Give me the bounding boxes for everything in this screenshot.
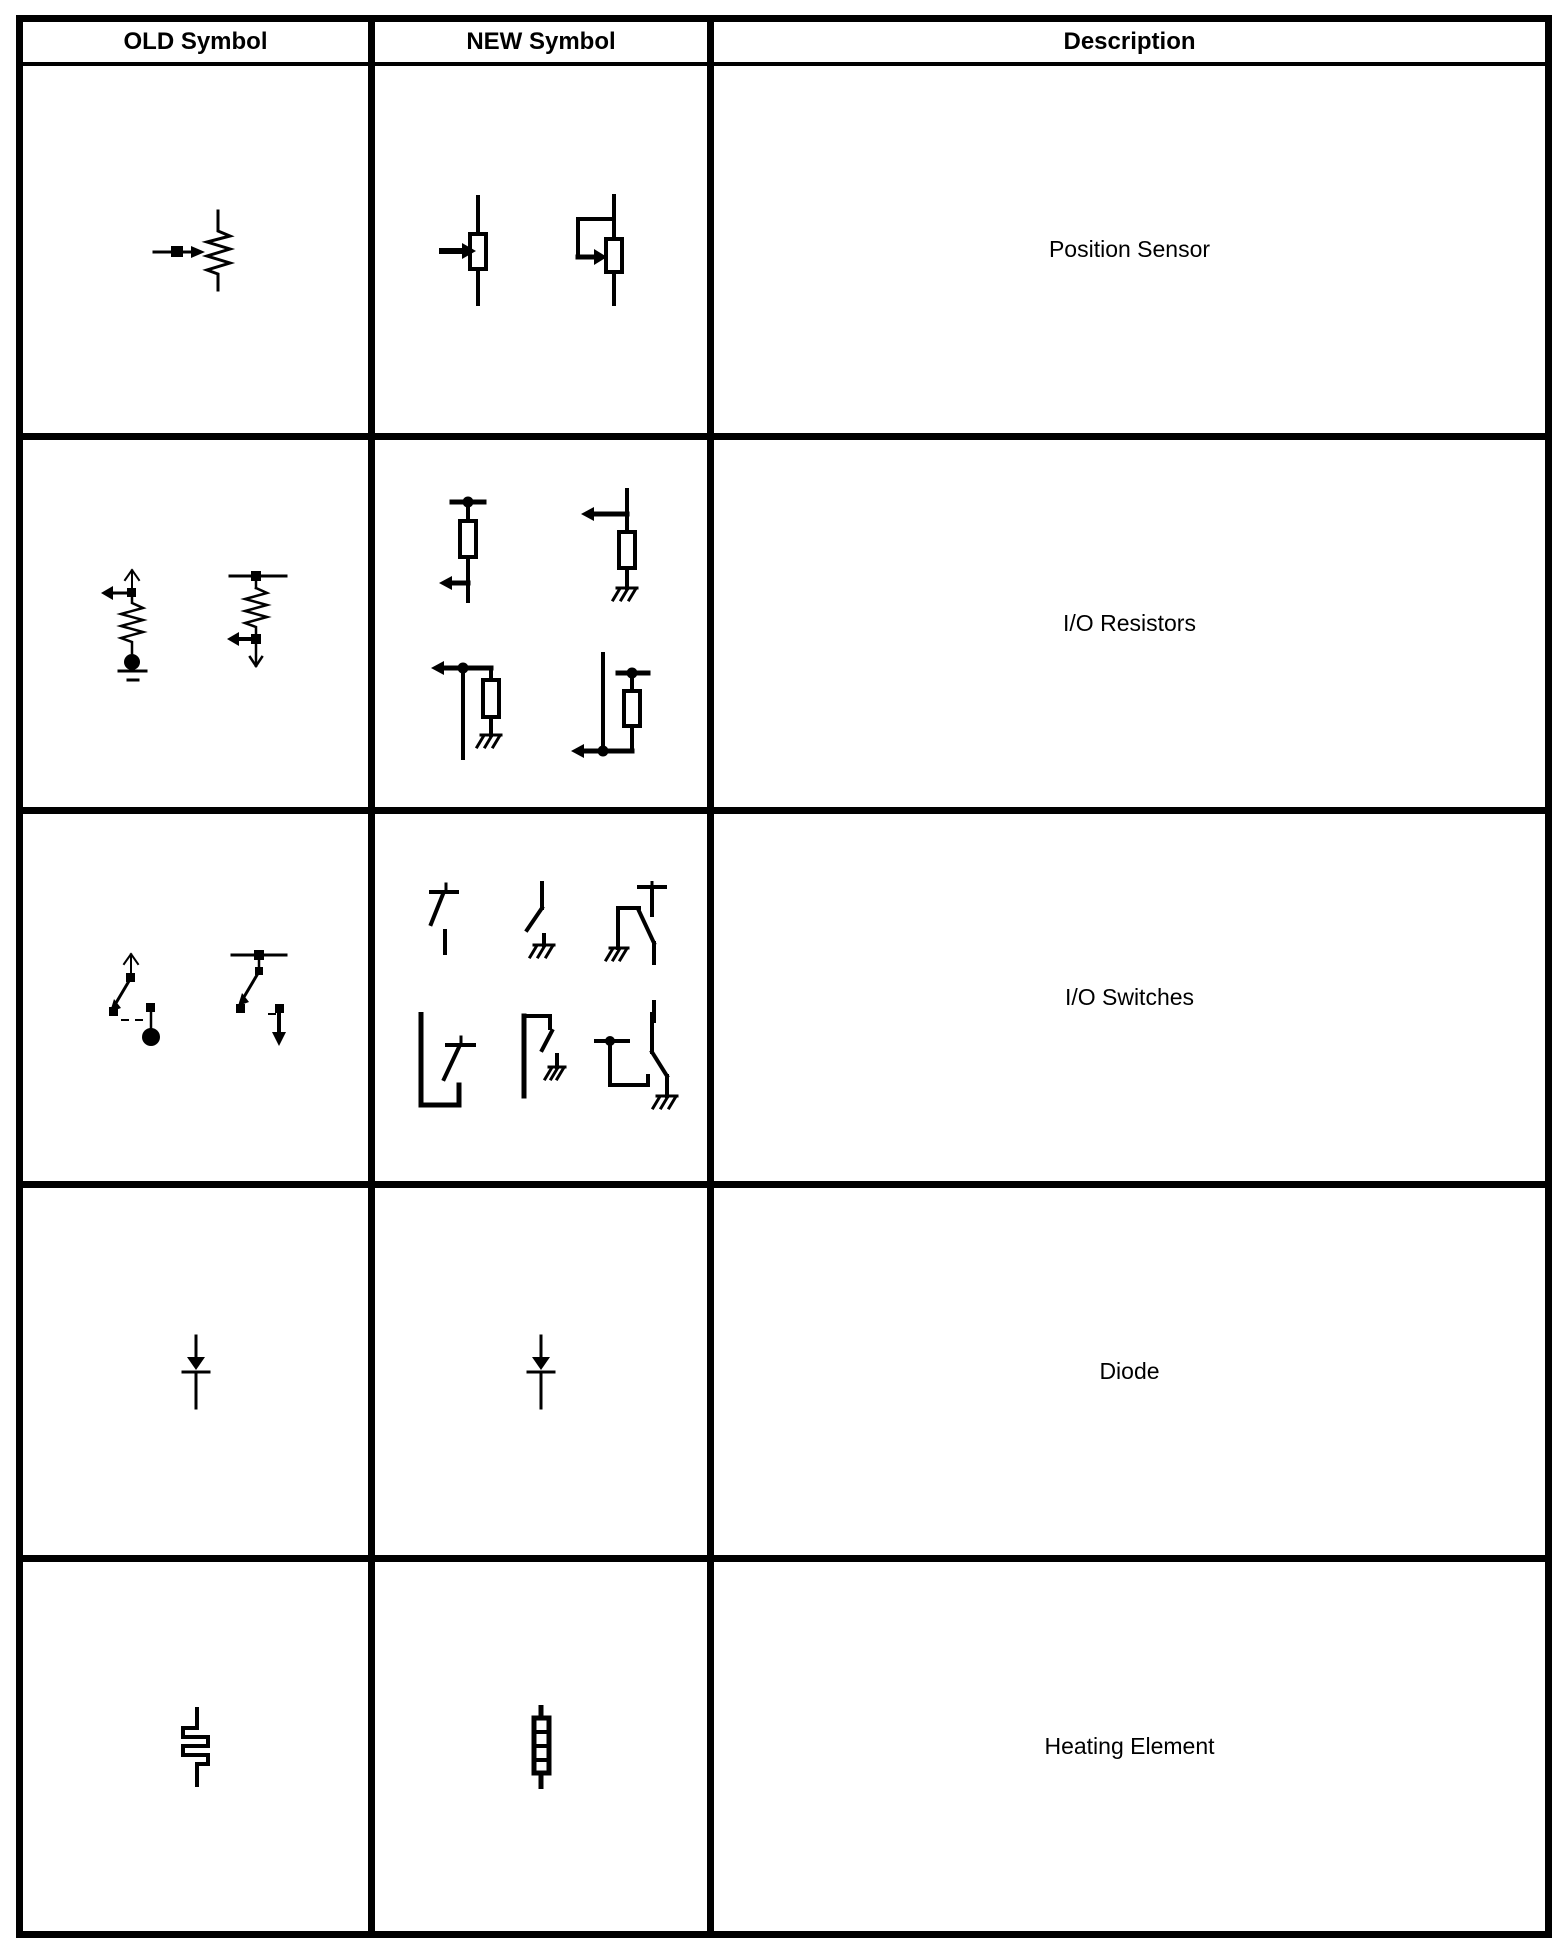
- new-position-sensor-symbol-2: [568, 194, 644, 306]
- row-diode-old-cell: [23, 1188, 375, 1562]
- old-io-resistor-symbol-1: [100, 563, 170, 685]
- header-old-symbol: OLD Symbol: [23, 22, 375, 66]
- symbol-table: [16, 15, 1552, 1938]
- new-io-resistor-symbol-4: [566, 651, 654, 759]
- description-io-switches: I/O Switches: [714, 814, 1545, 1188]
- new-heating-element-symbol: [524, 1705, 558, 1789]
- new-io-switch-symbol-2: [519, 881, 564, 963]
- old-io-switch-symbol-2: [229, 947, 291, 1049]
- old-heating-element-symbol: [179, 1707, 213, 1787]
- new-io-resistor-symbol-2: [577, 488, 643, 604]
- new-io-resistor-symbol-1: [438, 489, 498, 603]
- new-diode-symbol: [519, 1334, 563, 1410]
- description-position-sensor: Position Sensor: [714, 66, 1545, 440]
- old-io-resistor-symbol-2: [225, 569, 291, 679]
- new-io-resistor-symbol-3: [428, 650, 508, 760]
- row-heating-element-new-cell: [375, 1562, 714, 1931]
- row-heating-element-old-cell: [23, 1562, 375, 1931]
- new-io-switch-symbol-5: [515, 1012, 567, 1104]
- description-diode: Diode: [714, 1188, 1545, 1562]
- new-io-switch-symbol-3: [603, 881, 669, 1023]
- new-position-sensor-symbol-1: [438, 194, 498, 306]
- old-io-switch-symbol-1: [101, 948, 163, 1048]
- header-description: Description: [714, 22, 1545, 66]
- row-io-resistors-old-cell: [23, 440, 375, 814]
- row-position-sensor-old-cell: [23, 66, 375, 440]
- row-io-resistors-new-cell: [375, 440, 714, 814]
- row-io-switches-new-cell: [375, 814, 714, 1188]
- description-heating-element: Heating Element: [1044, 1733, 1215, 1759]
- row-diode-new-cell: [375, 1188, 714, 1562]
- old-position-sensor-symbol: [151, 207, 241, 292]
- new-io-switch-symbol-1: [426, 881, 466, 956]
- new-io-switch-symbol-4: [415, 1012, 477, 1114]
- old-diode-symbol: [174, 1334, 218, 1410]
- description-io-resistors: I/O Resistors: [714, 440, 1545, 814]
- row-position-sensor-new-cell: [375, 66, 714, 440]
- new-io-switch-symbol-6: [592, 1012, 680, 1114]
- row-io-switches-old-cell: [23, 814, 375, 1188]
- header-new-symbol: NEW Symbol: [375, 22, 714, 66]
